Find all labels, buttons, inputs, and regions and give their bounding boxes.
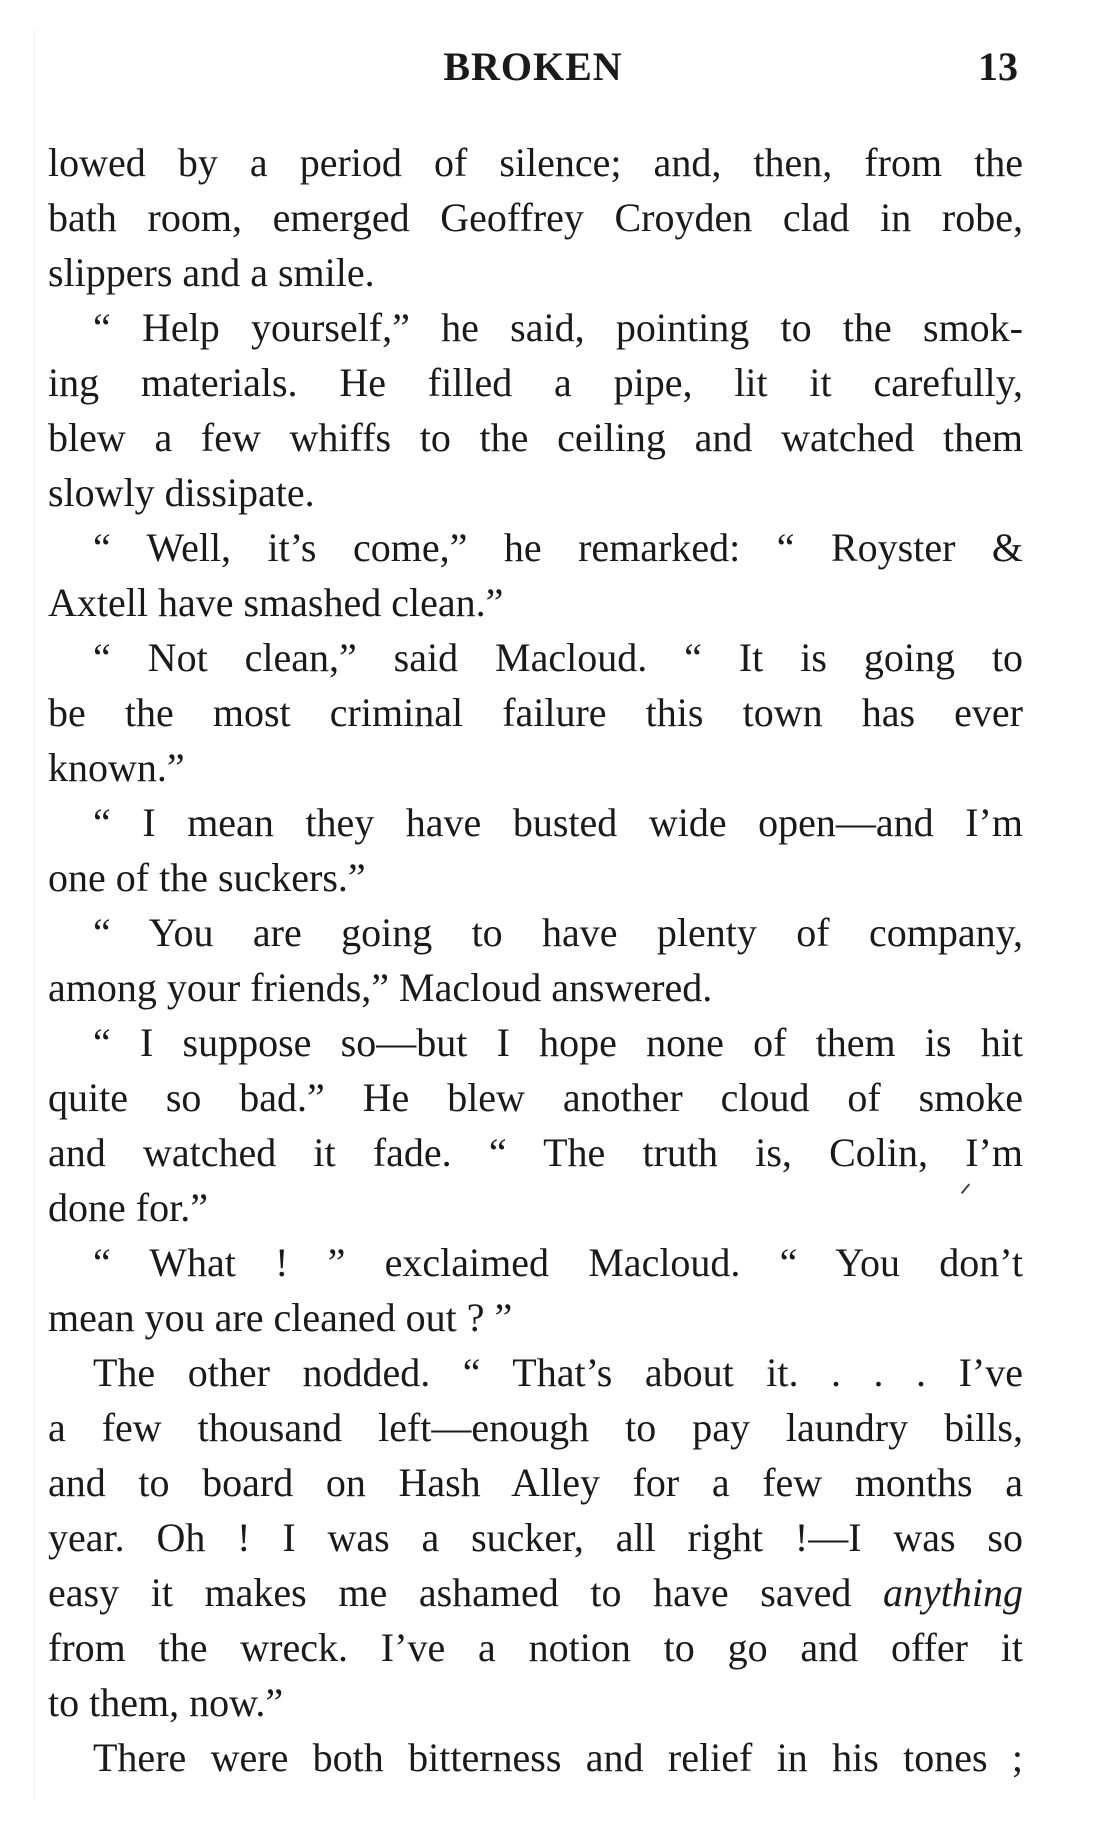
text-line: ing materials. He filled a pipe, lit it carefully,	[48, 360, 1023, 405]
text-line: and to board on Hash Alley for a few months a	[48, 1460, 1023, 1505]
text-line: “ I suppose so—but I hope none of them is hit	[93, 1020, 1023, 1065]
text-line: blew a few whiffs to the ceiling and watched them	[48, 415, 1023, 460]
text-line: done for.”	[48, 1185, 208, 1230]
text-line: a few thousand left—enough to pay laundry bills,	[48, 1405, 1023, 1450]
text-line: be the most criminal failure this town has ever	[48, 690, 1023, 735]
text-line: lowed by a period of silence; and, then, from the	[48, 140, 1023, 185]
text-line: one of the suckers.”	[48, 855, 366, 900]
text-line: There were both bitterness and relief in his tones ;	[93, 1735, 1023, 1780]
text-line: “ Help yourself,” he said, pointing to the smok-	[93, 305, 1023, 350]
page-header	[48, 42, 1018, 92]
text-line: “ Well, it’s come,” he remarked: “ Royster &	[93, 525, 1023, 570]
text-line: slowly dissipate.	[48, 470, 315, 515]
running-head: BROKEN	[443, 44, 623, 89]
text-line: Axtell have smashed clean.”	[48, 580, 504, 625]
text-line: slippers and a smile.	[48, 250, 375, 295]
body-text	[48, 135, 1023, 1785]
text-line: mean you are cleaned out ? ”	[48, 1295, 513, 1340]
italic-word: anything	[883, 1570, 1023, 1615]
page-number: 13	[978, 44, 1018, 89]
text-line: “ What ! ” exclaimed Macloud. “ You don’t	[93, 1240, 1023, 1285]
text-line: known.”	[48, 745, 185, 790]
text-line: from the wreck. I’ve a notion to go and offer it	[48, 1625, 1023, 1670]
text-line: to them, now.”	[48, 1680, 284, 1725]
text-line: “ Not clean,” said Macloud. “ It is going to	[93, 635, 1023, 680]
text-line: among your friends,” Macloud answered.	[48, 965, 713, 1010]
text-line: “ I mean they have busted wide open—and I’m	[93, 800, 1023, 845]
text-line: quite so bad.” He blew another cloud of smoke	[48, 1075, 1023, 1120]
page-gutter-edge	[34, 30, 35, 1800]
text-line: year. Oh ! I was a sucker, all right !—I was so	[48, 1515, 1023, 1560]
text-line: and watched it fade. “ The truth is, Colin, I’m	[48, 1130, 1023, 1175]
text-line: bath room, emerged Geoffrey Croyden clad in robe,	[48, 195, 1023, 240]
text-line	[48, 1565, 1023, 1620]
text-line: The other nodded. “ That’s about it. . . . I’ve	[93, 1350, 1023, 1395]
text-line-start: easy it makes me ashamed to have saved	[48, 1570, 884, 1615]
text-line: “ You are going to have plenty of company,	[93, 910, 1023, 955]
